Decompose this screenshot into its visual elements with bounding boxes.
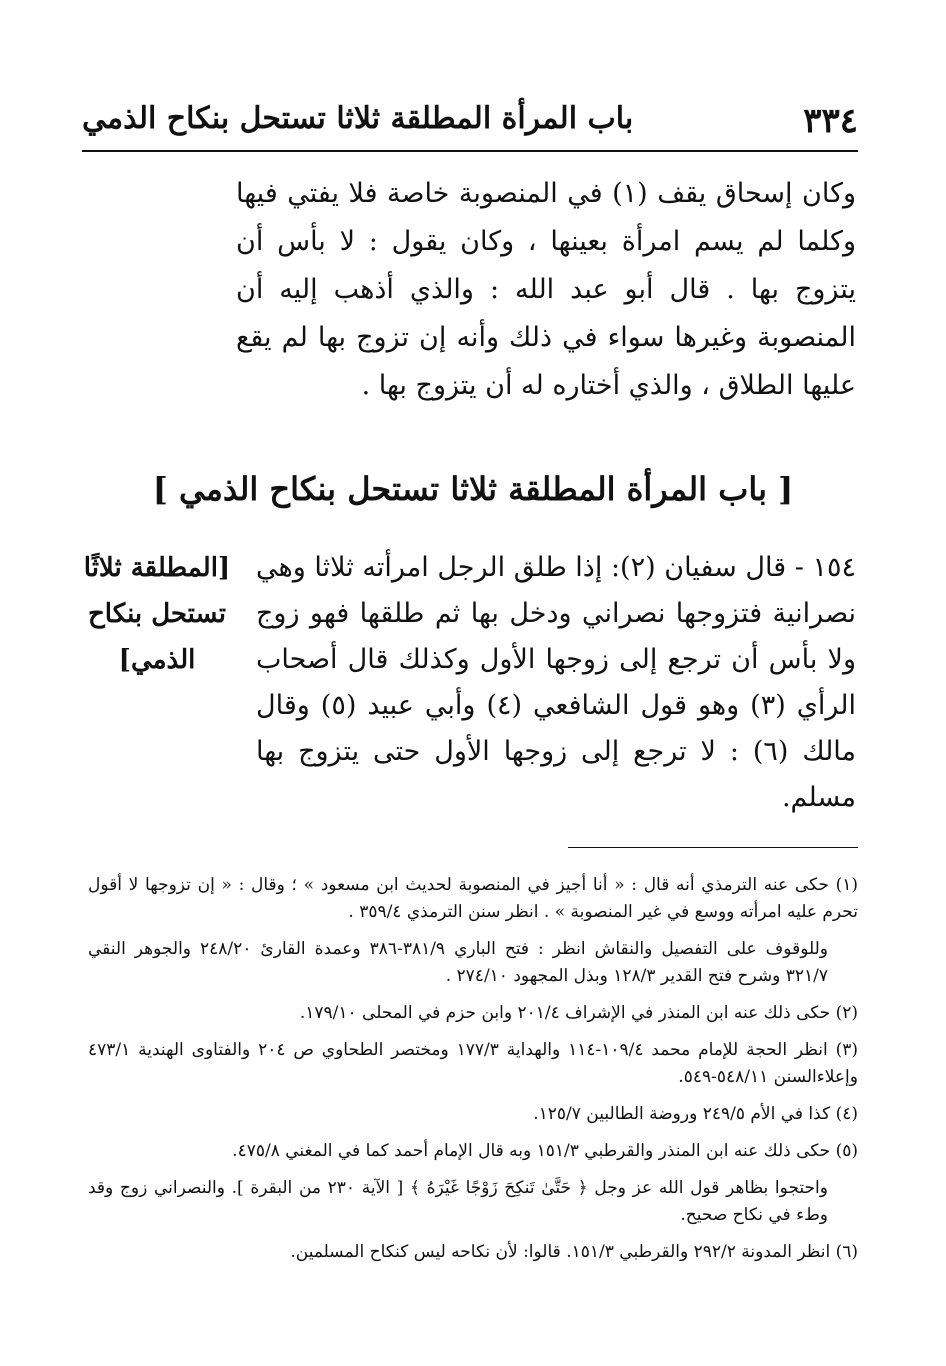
footnote-2: (٢) حكى ذلك عنه ابن المنذر في الإشراف ٢٠١/٤ وابن حزم في المحلى ١٧٩/١٠. bbox=[299, 1003, 858, 1023]
main-text-block bbox=[256, 545, 856, 821]
section-heading: [ باب المرأة المطلقة ثلاثا تستحل بنكاح الذمي ] bbox=[152, 470, 794, 508]
intro-block bbox=[236, 170, 856, 410]
footnote-5-continuation: واحتجوا بظاهر قول الله عز وجل ﴿ حَتَّىٰ تَنكِحَ زَوْجًا غَيْرَهُ ﴾ [ الآية ٢٣٠ من البقرة ]. والنصراني زوج وقد وطء في نكاح صحيح. bbox=[88, 1178, 828, 1225]
footnote-divider bbox=[568, 847, 858, 848]
intro-paragraph: وكان إسحاق يقف (١) في المنصوبة خاصة فلا يفتي فيها وكلما لم يسم امرأة بعينها ، وكان يقول : لا بأس أن يتزوج بها . قال أبو عبد الله : والذي أذهب إليه أن المنصوبة وغيرها سواء في ذلك وأنه إن تزوج بها لم يقع عليها الطلاق ، والذي أختاره له أن يتزوج بها . bbox=[236, 178, 856, 401]
footnote-1-continuation: وللوقوف على التفصيل والنقاش انظر : فتح الباري ٣٨١/٩-٣٨٦ وعمدة القارئ ٢٤٨/٢٠ والجوهر النقي ٣٢١/٧ وشرح فتح القدير ١٢٨/٣ وبذل المجهود ٢٧٤/١٠ . bbox=[88, 939, 829, 986]
footnote-1: (١) حكى عنه الترمذي أنه قال : « أنا أجيز في المنصوبة لحديث ابن مسعود » ؛ وقال : « إن تزوجها لا أقول تحرم عليه امرأته ووسع في غير المنصوبة » . انظر سنن الترمذي ٣٥٩/٤ . bbox=[88, 875, 858, 922]
margin-note: [المطلقة ثلاثًا تستحل بنكاح الذمي] bbox=[83, 553, 231, 675]
footnote-3: (٣) انظر الحجة للإمام محمد ١٠٩/٤-١١٤ والهداية ١٧٧/٣ ومختصر الطحاوي ص ٢٠٤ والفتاوى الهندية ٤٧٣/١ وإعلاءالسنن ٥٤٨/١١-٥٤٩. bbox=[88, 1040, 859, 1087]
page-number: ٣٣٤ bbox=[803, 101, 858, 141]
footnotes bbox=[88, 872, 858, 1276]
header-divider bbox=[82, 150, 858, 152]
footnote-4: (٤) كذا في الأم ٢٤٩/٥ وروضة الطالبين ١٢٥/٧. bbox=[533, 1104, 858, 1124]
main-paragraph: ١٥٤ - قال سفيان (٢): إذا طلق الرجل امرأته ثلاثا وهي نصرانية فتزوجها نصراني ودخل بها ثم طلقها فهو زوج ولا بأس أن ترجع إلى زوجها الأول وكذلك قال أصحاب الرأي (٣) وهو قول الشافعي (٤) وأبي عبيد (٥) وقال مالك (٦) : لا ترجع إلى زوجها الأول حتى يتزوج بها مسلم. bbox=[256, 552, 856, 813]
running-title: باب المرأة المطلقة ثلاثا تستحل بنكاح الذمي bbox=[82, 101, 634, 136]
footnote-6: (٦) انظر المدونة ٢٩٢/٢ والقرطبي ١٥١/٣. قالوا: لأن نكاحه ليس كنكاح المسلمين. bbox=[290, 1242, 858, 1262]
footnote-5: (٥) حكى ذلك عنه ابن المنذر والقرطبي ١٥١/٣ وبه قال الإمام أحمد كما في المغني ٤٧٥/٨. bbox=[232, 1141, 858, 1161]
